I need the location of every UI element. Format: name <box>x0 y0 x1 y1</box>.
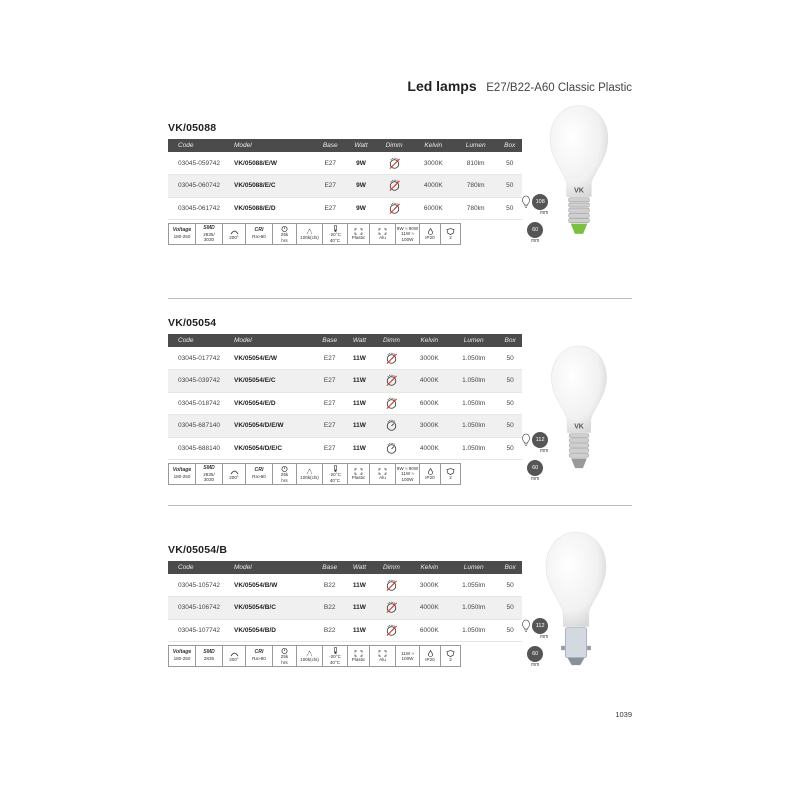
heatsink-icon <box>378 468 387 475</box>
cell-lumen: 1.050lm <box>462 354 486 362</box>
column-header-watt: Watt <box>354 142 368 149</box>
safety-class-spec-text: 2 <box>449 234 452 240</box>
heatsink-spec <box>369 463 395 485</box>
led-type-spec-text: 2835/ <box>203 471 215 477</box>
dimm-icon <box>385 419 398 432</box>
beam-angle-spec-text: 200° <box>229 474 239 480</box>
heatsink-spec <box>369 223 395 245</box>
cell-watt: 11W <box>352 377 366 385</box>
operating-temp-spec-text: -20°C <box>329 472 341 478</box>
cell-lumen: 780lm <box>466 204 485 212</box>
cell-dimm <box>373 574 409 597</box>
bulb-product-image <box>543 528 609 678</box>
thermometer-icon <box>331 647 340 654</box>
operating-temp-spec-text: -20°C <box>329 232 341 238</box>
safety-class-spec <box>440 463 461 485</box>
table-row <box>168 597 522 620</box>
cell-base: B22 <box>323 581 336 589</box>
table-row <box>168 415 522 438</box>
voltage-spec <box>168 645 195 667</box>
table-header-row <box>168 334 522 347</box>
cell-code: 03045-017742 <box>178 354 220 362</box>
cell-code: 03045-105742 <box>178 581 220 589</box>
no-dimm-icon <box>388 157 401 170</box>
table-row <box>168 347 522 370</box>
cri-spec-text: Ra>80 <box>252 474 266 480</box>
safety-class-spec-text: 2 <box>449 474 452 480</box>
cri-spec <box>245 645 272 667</box>
led-type-spec-text: SMD <box>203 649 215 656</box>
page-title <box>407 78 632 94</box>
cell-lumen: 1.055lm <box>462 581 486 589</box>
material-spec <box>347 645 369 667</box>
led-type-spec-text: SMD <box>203 224 215 231</box>
operating-temp-spec-text: 40°C <box>329 659 341 665</box>
section-title: VK/05054/B <box>168 544 228 556</box>
cell-box: 50 <box>506 204 514 212</box>
led-type-spec <box>195 463 222 485</box>
cell-code: 03045-039742 <box>178 377 220 385</box>
cell-box: 50 <box>506 422 514 430</box>
lifetime-spec-text: hrs <box>281 659 288 665</box>
cell-model: VK/05054/E/C <box>234 377 276 385</box>
led-type-spec-text: 2835/ <box>203 231 215 237</box>
equivalent-wattage-spec-text: 11W ≈ 100W <box>401 231 414 242</box>
cell-watt: 11W <box>352 399 366 407</box>
material-spec-text: Plastic <box>351 234 366 240</box>
height-unit: mm <box>540 634 549 640</box>
heatsink-spec-text: Alu <box>379 656 386 662</box>
cell-code: 03045-688140 <box>178 444 220 452</box>
product-section <box>168 122 522 245</box>
column-header-model: Model <box>234 564 252 571</box>
cell-box: 50 <box>506 399 514 407</box>
column-header-lumen: Lumen <box>463 337 484 344</box>
column-header-dimm: Dimm <box>382 564 400 571</box>
voltage-spec-text: Voltage <box>172 649 192 656</box>
no-dimm-icon <box>385 352 398 365</box>
cell-code: 03045-687140 <box>178 422 220 430</box>
material-spec-text: Plastic <box>351 474 366 480</box>
column-header-base: Base <box>322 564 338 571</box>
cell-model: VK/05088/E/D <box>234 204 276 212</box>
cri-spec-text: Ra>80 <box>252 656 266 662</box>
column-header-box: Box <box>504 564 516 571</box>
width-dimension: 60 <box>527 646 543 662</box>
dimension-info <box>522 432 548 482</box>
beam-angle-spec-text: 200° <box>229 656 239 662</box>
height-dimension: 112 <box>532 618 548 634</box>
thermometer-icon <box>331 465 340 472</box>
led-type-spec-text: 3030 <box>203 476 215 482</box>
shield-icon <box>446 650 455 657</box>
width-dimension: 60 <box>527 222 543 238</box>
beam-angle-icon <box>230 468 239 475</box>
bulb-outline-icon <box>522 433 530 447</box>
equivalent-wattage-spec <box>395 645 419 667</box>
cell-kelvin: 4000K <box>423 182 443 190</box>
dimension-info <box>522 194 548 244</box>
cell-kelvin: 6000K <box>419 399 439 407</box>
led-type-spec-text: 2835 <box>203 656 215 662</box>
column-header-watt: Watt <box>352 564 367 571</box>
switching-cycles-spec-text: 100k(cls) <box>300 474 319 480</box>
cell-code: 03045-059742 <box>178 159 220 167</box>
cell-watt: 9W <box>356 204 366 212</box>
ip-rating-spec <box>419 463 440 485</box>
no-dimm-icon <box>385 397 398 410</box>
lifetime-spec-text: 25k <box>280 472 289 478</box>
product-section <box>168 544 522 667</box>
heatsink-icon <box>378 228 387 235</box>
section-divider <box>168 298 632 299</box>
column-header-model: Model <box>234 142 252 149</box>
cell-kelvin: 6000K <box>423 204 443 212</box>
height-unit: mm <box>540 448 549 454</box>
beam-angle-spec <box>222 645 245 667</box>
safety-class-spec <box>440 645 461 667</box>
safety-class-spec <box>440 223 461 245</box>
cri-spec-text: CRI <box>254 227 264 234</box>
operating-temp-spec <box>322 223 347 245</box>
cell-box: 50 <box>506 182 514 190</box>
column-header-box: Box <box>504 337 516 344</box>
cell-kelvin: 3000K <box>419 581 439 589</box>
led-type-spec <box>195 645 222 667</box>
table-row <box>168 392 522 415</box>
height-dimension: 112 <box>532 432 548 448</box>
shield-icon <box>446 468 455 475</box>
column-header-code: Code <box>178 564 194 571</box>
beam-angle-spec-text: 200° <box>229 234 239 240</box>
width-unit: mm <box>531 238 540 244</box>
no-dimm-icon <box>388 202 401 215</box>
page-title-main: Led lamps <box>407 78 477 94</box>
cell-watt: 11W <box>352 604 366 612</box>
cell-kelvin: 4000K <box>419 444 439 452</box>
cell-kelvin: 4000K <box>419 604 439 612</box>
equivalent-wattage-spec-text: 9W ≈ 90W <box>396 226 419 232</box>
bulb-logo: VK <box>574 423 584 431</box>
cell-watt: 11W <box>352 422 366 430</box>
beam-angle-icon <box>230 650 239 657</box>
cell-dimm <box>373 370 409 393</box>
operating-temp-spec <box>322 463 347 485</box>
cell-dimm <box>373 347 409 370</box>
dimension-info <box>522 618 548 668</box>
cell-box: 50 <box>506 444 514 452</box>
column-header-base: Base <box>322 142 338 149</box>
operating-temp-spec <box>322 645 347 667</box>
table-row <box>168 370 522 393</box>
droplet-icon <box>426 650 435 657</box>
column-header-box: Box <box>504 142 516 149</box>
cell-lumen: 1.050lm <box>462 422 486 430</box>
spec-icon-strip <box>168 645 522 667</box>
heatsink-icon <box>378 650 387 657</box>
cell-dimm <box>373 392 409 415</box>
switching-cycles-spec <box>296 645 322 667</box>
table-row <box>168 175 522 198</box>
stopwatch-icon <box>280 225 289 232</box>
page-number: 1039 <box>615 710 632 719</box>
cell-box: 50 <box>506 159 514 167</box>
cell-dimm <box>373 437 409 460</box>
cell-lumen: 1.050lm <box>462 444 486 452</box>
cell-base: E27 <box>324 204 337 212</box>
safety-class-spec-text: 2 <box>449 656 452 662</box>
cell-watt: 11W <box>352 444 366 452</box>
switching-cycles-spec-text: 100k(cls) <box>300 656 319 662</box>
cell-model: VK/05054/B/C <box>234 604 276 612</box>
cell-dimm <box>376 175 413 198</box>
ip-rating-spec <box>419 223 440 245</box>
voltage-spec-text: 180-250 <box>173 234 191 240</box>
width-unit: mm <box>531 476 540 482</box>
cell-base: E27 <box>323 422 336 430</box>
cell-dimm <box>376 152 413 175</box>
cell-base: E27 <box>324 159 337 167</box>
voltage-spec-text: 180-250 <box>173 656 191 662</box>
table-header-row <box>168 561 522 574</box>
cell-box: 50 <box>506 604 514 612</box>
column-header-kelvin: Kelvin <box>420 564 439 571</box>
material-spec <box>347 463 369 485</box>
section-title: VK/05054 <box>168 317 217 329</box>
lifetime-spec <box>272 223 296 245</box>
led-type-spec-text: 3030 <box>203 236 215 242</box>
droplet-icon <box>426 468 435 475</box>
table-row <box>168 437 522 460</box>
product-section <box>168 317 522 485</box>
cell-code: 03045-106742 <box>178 604 220 612</box>
column-header-kelvin: Kelvin <box>424 142 443 149</box>
cell-lumen: 780lm <box>466 182 485 190</box>
cell-dimm <box>373 619 409 642</box>
bulb-logo: VK <box>573 185 585 195</box>
cell-base: B22 <box>323 604 336 612</box>
cell-lumen: 1.050lm <box>462 377 486 385</box>
droplet-icon <box>426 228 435 235</box>
voltage-spec-text: 180-250 <box>173 474 191 480</box>
thermometer-icon <box>331 225 340 232</box>
cell-watt: 11W <box>352 626 366 634</box>
no-dimm-icon <box>388 179 401 192</box>
table-row <box>168 152 522 175</box>
led-type-spec <box>195 223 222 245</box>
column-header-lumen: Lumen <box>465 142 486 149</box>
cell-kelvin: 6000K <box>419 626 439 634</box>
lifetime-spec-text: 25k <box>280 654 289 660</box>
table-row <box>168 574 522 597</box>
ip-rating-spec-text: IP20 <box>425 656 435 662</box>
beam-angle-icon <box>230 228 239 235</box>
beam-angle-spec <box>222 463 245 485</box>
cri-spec <box>245 463 272 485</box>
beam-angle-spec <box>222 223 245 245</box>
column-header-dimm: Dimm <box>382 337 400 344</box>
bulb-product-image <box>548 342 610 480</box>
column-header-model: Model <box>234 337 252 344</box>
cell-model: VK/05054/E/D <box>234 399 276 407</box>
dimm-icon <box>385 442 398 455</box>
column-header-kelvin: Kelvin <box>420 337 439 344</box>
cell-dimm <box>376 197 413 220</box>
no-dimm-icon <box>385 624 398 637</box>
equivalent-wattage-spec-text: 11W ≈ 100W <box>401 471 414 482</box>
cell-box: 50 <box>506 581 514 589</box>
cell-lumen: 1.050lm <box>462 626 486 634</box>
heatsink-spec-text: Alu <box>379 234 386 240</box>
no-dimm-icon <box>385 601 398 614</box>
shield-icon <box>446 228 455 235</box>
voltage-spec-text: Voltage <box>172 467 192 474</box>
cri-spec <box>245 223 272 245</box>
material-frame-icon <box>354 468 363 475</box>
page-title-sub: E27/B22-A60 Classic Plastic <box>486 82 632 94</box>
cell-model: VK/05054/E/W <box>234 354 277 362</box>
switching-cycles-spec <box>296 223 322 245</box>
led-type-spec-text: SMD <box>203 464 215 471</box>
cell-dimm <box>373 415 409 438</box>
column-header-dimm: Dimm <box>385 142 403 149</box>
width-dimension: 60 <box>527 460 543 476</box>
cell-watt: 9W <box>356 182 366 190</box>
cell-box: 50 <box>506 377 514 385</box>
cri-spec-text: CRI <box>254 649 264 656</box>
spec-icon-strip <box>168 463 522 485</box>
material-spec <box>347 223 369 245</box>
operating-temp-spec-text: -20°C <box>329 654 341 660</box>
column-header-watt: Watt <box>352 337 367 344</box>
cell-base: B22 <box>323 626 336 634</box>
operating-temp-spec-text: 40°C <box>329 237 341 243</box>
lifetime-spec-text: hrs <box>281 237 288 243</box>
no-dimm-icon <box>385 579 398 592</box>
spec-table <box>168 139 522 220</box>
table-row <box>168 197 522 220</box>
no-dimm-icon <box>385 374 398 387</box>
section-title: VK/05088 <box>168 122 217 134</box>
switch-icon <box>305 650 314 657</box>
equivalent-wattage-spec-text: 9W ≈ 90W <box>396 466 419 472</box>
column-header-code: Code <box>178 142 194 149</box>
spec-table <box>168 561 522 642</box>
ip-rating-spec-text: IP20 <box>425 474 435 480</box>
voltage-spec <box>168 223 195 245</box>
cell-model: VK/05054/D/E/W <box>234 422 284 430</box>
equivalent-wattage-spec-text: 11W ≈ 100W <box>401 650 414 661</box>
table-row <box>168 619 522 642</box>
stopwatch-icon <box>280 647 289 654</box>
cell-watt: 9W <box>356 159 366 167</box>
stopwatch-icon <box>280 465 289 472</box>
bulb-product-image <box>548 100 610 248</box>
cri-spec-text: CRI <box>254 467 264 474</box>
cell-code: 03045-061742 <box>178 204 220 212</box>
voltage-spec <box>168 463 195 485</box>
cell-base: E27 <box>323 399 336 407</box>
section-divider <box>168 505 632 506</box>
material-spec-text: Plastic <box>351 656 366 662</box>
spec-table <box>168 334 522 460</box>
column-header-base: Base <box>322 337 338 344</box>
cell-box: 50 <box>506 354 514 362</box>
equivalent-wattage-spec <box>395 223 419 245</box>
cell-dimm <box>373 597 409 620</box>
lifetime-spec-text: hrs <box>281 477 288 483</box>
ip-rating-spec-text: IP20 <box>425 234 435 240</box>
switch-icon <box>305 228 314 235</box>
cell-code: 03045-060742 <box>178 182 220 190</box>
column-header-code: Code <box>178 337 194 344</box>
width-unit: mm <box>531 662 540 668</box>
cell-watt: 11W <box>352 354 366 362</box>
material-frame-icon <box>354 228 363 235</box>
lifetime-spec-text: 25k <box>280 232 289 238</box>
cri-spec-text: Ra>80 <box>252 234 266 240</box>
spec-icon-strip <box>168 223 522 245</box>
cell-base: E27 <box>323 377 336 385</box>
material-frame-icon <box>354 650 363 657</box>
cell-lumen: 1.050lm <box>462 399 486 407</box>
ip-rating-spec <box>419 645 440 667</box>
cell-model: VK/05088/E/W <box>234 159 277 167</box>
operating-temp-spec-text: 40°C <box>329 477 341 483</box>
cell-box: 50 <box>506 626 514 634</box>
bulb-outline-icon <box>522 619 530 633</box>
cell-lumen: 810lm <box>466 159 485 167</box>
column-header-lumen: Lumen <box>463 564 484 571</box>
cell-code: 03045-018742 <box>178 399 220 407</box>
switching-cycles-spec-text: 100k(cls) <box>300 234 319 240</box>
switching-cycles-spec <box>296 463 322 485</box>
heatsink-spec <box>369 645 395 667</box>
cell-base: E27 <box>324 182 337 190</box>
cell-lumen: 1.050lm <box>462 604 486 612</box>
cell-kelvin: 3000K <box>419 354 439 362</box>
cell-kelvin: 4000K <box>419 377 439 385</box>
cell-code: 03045-107742 <box>178 626 220 634</box>
cell-watt: 11W <box>352 581 366 589</box>
cell-model: VK/05054/D/E/C <box>234 444 283 452</box>
cell-model: VK/05054/B/W <box>234 581 278 589</box>
bulb-outline-icon <box>522 195 530 209</box>
lifetime-spec <box>272 645 296 667</box>
cell-base: E27 <box>323 354 336 362</box>
cell-kelvin: 3000K <box>423 159 443 167</box>
height-dimension: 108 <box>532 194 548 210</box>
table-header-row <box>168 139 522 152</box>
switch-icon <box>305 468 314 475</box>
cell-kelvin: 3000K <box>419 422 439 430</box>
height-unit: mm <box>540 210 549 216</box>
heatsink-spec-text: Alu <box>379 474 386 480</box>
cell-model: VK/05054/B/D <box>234 626 276 634</box>
voltage-spec-text: Voltage <box>172 227 192 234</box>
cell-base: E27 <box>323 444 336 452</box>
cell-model: VK/05088/E/C <box>234 182 276 190</box>
lifetime-spec <box>272 463 296 485</box>
equivalent-wattage-spec <box>395 463 419 485</box>
